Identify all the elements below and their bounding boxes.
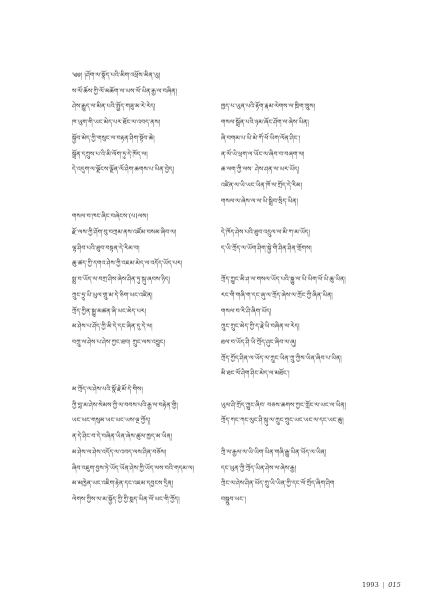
verse-line: ཀྲིང་ལ་ཤེས་ཤིན་ཡོད་ཀྲུ་ཡི་ཡིན་ཀྱི་དང་ལོ་ཀྲོད་ཞིག་ཤིག (221, 480, 335, 488)
verse-line: ན་དེ་ཤིང་བ་དེ་བཞིན་ཡིན་ཞེས་ཚུལ་ཁྱད་མ་ཡིན། (72, 433, 173, 441)
page-number: 015 (388, 581, 401, 589)
verse-line: ཀྱི་བླ་མ་ཤེས་སེམས་ཀྱི་ལ་བབས་པའི་རྒྱ་ལ་བརྟེན་གྱི། (72, 401, 178, 409)
verse-line: ཡང་ཡང་གསུམ་ཡང་ཡང་ཡས་ལྔ་ཀྱོད། (72, 417, 151, 425)
verse-line: ཀྲུང་ཀྲུང་མེད་ཀྱི་ད་རྗེ་ཡི་བཞིན་ལ་རེད། (221, 323, 300, 331)
verse-line: མི་ཐང་ལོ་ཤིག་ཤིང་མེད་ལ་མཐོང་། (221, 370, 290, 378)
verse-line: སྒྲོན་དཀྲུས་པ་འི་མི་ལོག་ཏུ་དེ་ཁོད་ལ། (72, 150, 148, 158)
verse-line: ས་ལོ་ཆོས་ཀྱི་ལོ་མཆོག་ལ་ཡས་ལོ་ཡིན་རྒྱ་ལ་བཞིན། (72, 87, 177, 95)
verse-line: མ་ཤེས་པ་ཤོད་ཀྱི་མི་དེ་དང་ཞིན་དུ་དེ་ལ། (72, 323, 153, 331)
verse-line: མ་ཤེས་ལ་ཤེས་འདོད་ལ་འབད་ལས་ཤིན་བཅོས། (72, 448, 167, 456)
verse-line: ཤེས་རྒྱུད་ལ་མིན་པའི་སྤྱོད་གཟུ་མ་རེ་རེད། (72, 103, 156, 111)
verse-line: སྨྲ་བ་ཡོད་ལ་བཀྲ་ཤིས་ཞེས་ཤིན་ཏུ་སྐུ་ཞབས་ཉིད། (72, 276, 171, 284)
verse-line: དེ་ཁོད་ཤེས་པའི་ཐུབ་འདྲུལ་ལ་མི་ཀ་མ་ཡོད། (221, 229, 310, 236)
verse-line: ཡུལ་ཤི་ཀྲོད་ཀྱུང་ཞིབ་ བཅས་ཆགས་ཀྱང་ཀློང་ལ་ཡང་ལ་ཡིན། (221, 401, 347, 409)
verse-line: དེ་འདུག་ལ་ལྗོངས་ལྗོན་ལོ་ཤིག་ཆགས་པ་ཡིན་བྱེད། (72, 166, 175, 174)
verse-line: གསལ་བ་ཁང་ཞིང་བཞེངས་(པ)ལས། (72, 213, 149, 221)
verse-line: བསྒྲུབ་ཡང་། (221, 495, 246, 503)
verse-line: སྐྱོབ་མེད་ཀྱི་གསུང་ལ་བརྟན་ཤིག་སྟོབ་ཆེ། (72, 134, 155, 142)
verse-line: ད་ཡི་ཀྲོད་ལ་ཡོག་ཤིག་སྐྱེ་གི་ཤིན་ཤིན་གྲོགས། (221, 244, 312, 252)
verse-line: ཀྲི་ལ་རྒྱལ་ལ་ཡི་ཡིག་ཡིན་གཞི་རྒྱུ་ཡིན་ཡོད་ལ་ཡིན། (221, 448, 327, 456)
verse-line: གསལ་བ་རི་ཤི་ཞིག་ཡོད། (221, 307, 272, 315)
verse-line: ཁ་ཡུག་གི་ཡང་མེད་པར་ཐོང་ལ་འབད་ནས། (72, 119, 161, 127)
verse-line: རྫོ་ལས་ཀྱི་ཤོག་བུ་བཀྲམ་ནས་འཛོམ་བསམ་ཞིབ་ལ། (72, 229, 177, 236)
verse-line: ལེགས་ཀྱིས་ལ་མ་སྐྱོད་ཀྱི་ཀྱི་སྨད་ཡིན་ལོ་ཡང་གི་ཀྱོད། (72, 495, 180, 503)
footer-year: 1993 (362, 581, 379, 589)
verse-line: ཀྲོད་ཀྱོད་ཤིན་ལ་ཡོད་ལ་ཀྲུང་ཡིན་ཀྲུ་ཀྱིས་ཡིན་ཞིབ་པ་ཡིན། (221, 354, 342, 362)
verse-line: ཆ་ལག་ཀྱི་ལས་ ཤེས་ཤན་ལ་ཡར་ཡོད། (221, 166, 300, 174)
verse-line: བཀྲུ་ལ་ཤེས་པ་ཤེས་ཀྱང་ཐབ། ཀྲུང་ལས་འབྱུང། (72, 338, 166, 346)
verse-line: ཁྱད་པ་ཡུན་པའི་རྟོག་རྣམ་ལེགས་ལ་ཁྲིག་ཁྲུས། (221, 103, 316, 111)
verse-line: ཆུ་ཚད་ཀྱི་དགའ་ཤེས་ཀྱི་འཇམ་མེད་ལ་འདོད་ཡོད་པར། (72, 260, 183, 268)
verse-line: དང་ཡུན་ཀྱི་ཀྲོད་ཡིན་ཤེས་ལ་ཞེས་རྒྱ། (221, 464, 297, 472)
verse-line: རང་གི་གཞི་ག་དང་ཞུ་ལ་ཀྲོད་ཞེས་ལ་ཀྲོང་ཀྱི་ཞིན་ཡིན། (221, 291, 333, 299)
footer-separator: | (382, 581, 385, 589)
verse-line: ཀྲོད་ཀང་ཀང་ལུང་ཤི་སྐུ་ལ་ཀྲུང་ཀྲུང་ཡང་ཡང་ལ་དང་ཡང་ཆུ། (221, 417, 344, 425)
verse-line: མ་མཁྱེན་ཡང་འཇིག་རྟེན་དང་འཇམ་དབྱངས་དྲིན། (72, 480, 174, 488)
page-footer (362, 581, 401, 589)
verse-line: ཀྲོད་ཀྱིན་སྐྱུ་མཚན་ཞི་ཡང་མེད་པར། (72, 307, 147, 315)
verse-line: འཛིན་ལ་ཡི་ཡང་ཡིན་ཁོ་ལ་ཀྲོད་དེ་རིམ། (221, 181, 303, 189)
verse-line: ཀྲུང་ཧྲུ་ཡི་ཡུལ་གྲུ་མ་དེ་ཅིག་ཡང་འཛིན། (72, 291, 153, 299)
verse-line: མ་ཀྲོད་ལ་ཤེས་པའི་སྣོ་རྗེ་མོ་དེ་གིས། (72, 386, 143, 393)
verse-line: ཀྲོད་ཀྱུང་མི་ཤ་ལ་གསལ་ཡོད་པའི་སྐྱུ་ལ་ཡི་ཡིག་ཕོ་ཡི་ཆུ་ཡིན། (221, 276, 346, 284)
verse-line: ཐལ་བ་ཡོད་ཤི་ཡི་ཀྲོད་ཤུང་ཞིབ་ལ་ཞུ། (221, 338, 297, 346)
verse-line: ཞིབ་འཇུག་བྱས་ཏེ་ཡོད་ཡོན་ཤེས་ཀྱི་ཡོད་ལས་བའི་གདམ་ལ། (72, 464, 195, 472)
verse-line: ཞི་བགམ་པ་ཡི་མེ་ཀོ་ཕོ་ཡིག་ལོན་ཤིང་། (221, 134, 301, 142)
verse-line: གསལ་ལ་ཞེས་ལ་ལ་ཡི་སྒྲིབ་སྲིད་ཡིན། (221, 197, 298, 205)
verse-line: ༄༅། །ཤོག་ལ་སྣོད་པའི་མིག་འཕྲོས་མིན་ཡུ། (72, 72, 161, 79)
verse-line: ན་ལོ་ཡི་ཕྲག་ལ་ཡོང་ལ་ཞིབ་བ་བཞག་ལ། (221, 150, 305, 158)
verse-line: ལྷ་ཤིབ་པའི་ཐུབ་བསྟན་དེ་རིམ་བ། (72, 244, 140, 252)
verse-line: གསལ་སྒྲོན་པའི་ཉམ་ཞོང་ཤོག་ལ་ཞེས་ཡིན། (221, 119, 309, 127)
